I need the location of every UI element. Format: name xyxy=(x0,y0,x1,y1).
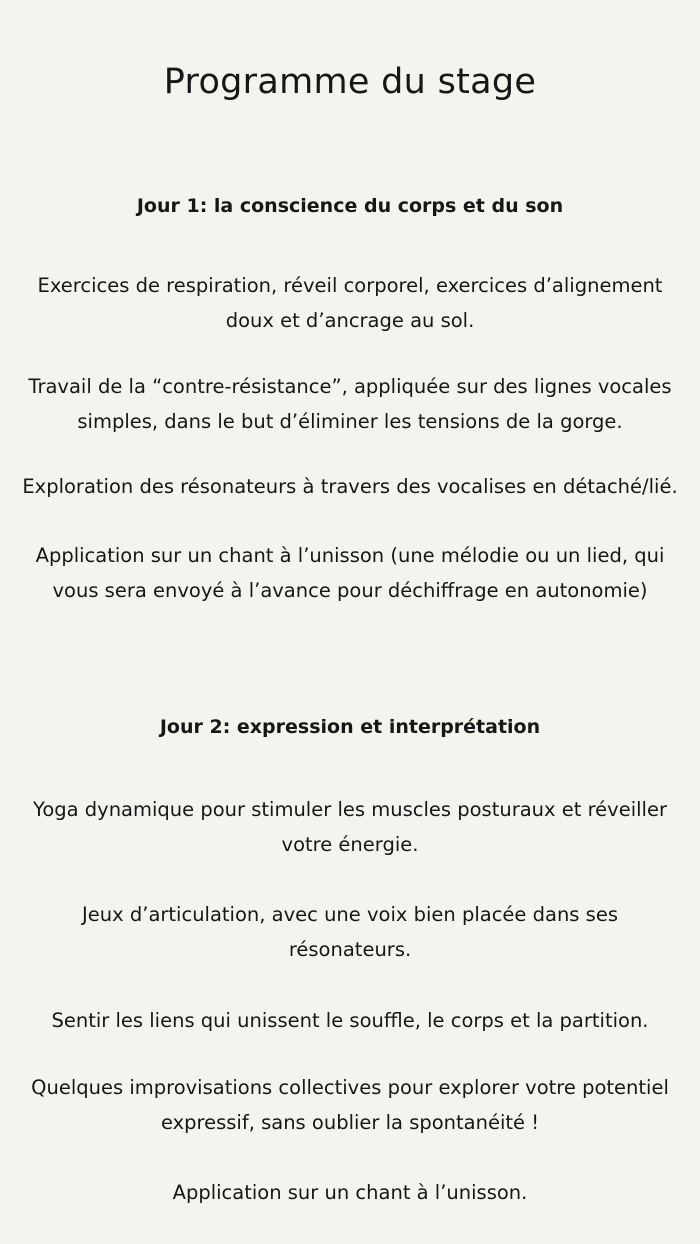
day1-paragraph-3 xyxy=(0,469,700,504)
day1-paragraph-4-line-1: Application sur un chant à l’unisson (une mélodie ou un lied, qui xyxy=(35,544,665,567)
day1-paragraph-1-line-1: Exercices de respiration, réveil corporel, exercices d’alignement xyxy=(37,274,663,297)
day2-paragraph-2-line-2: résonateurs. xyxy=(288,938,412,961)
day1-paragraph-1-line-2: doux et d’ancrage au sol. xyxy=(225,309,475,332)
day1-heading: Jour 1: la conscience du corps et du son xyxy=(136,195,564,217)
day1-paragraph-3-line-1: Exploration des résonateurs à travers des vocalises en détaché/lié. xyxy=(22,475,678,498)
day2-paragraph-1 xyxy=(0,792,700,862)
day2-paragraph-3 xyxy=(0,1003,700,1038)
day2-paragraph-2-line-1: Jeux d’articulation, avec une voix bien placée dans ses xyxy=(82,903,618,926)
day2-paragraph-4-line-1: Quelques improvisations collectives pour explorer votre potentiel xyxy=(31,1076,669,1099)
day2-paragraph-4-line-2: expressif, sans oublier la spontanéité ! xyxy=(160,1111,540,1134)
day2-paragraph-5-line-1: Application sur un chant à l’unisson. xyxy=(172,1181,528,1204)
day1-paragraph-4-line-2: vous sera envoyé à l’avance pour déchiffrage en autonomie) xyxy=(52,579,648,602)
day1-paragraph-1 xyxy=(0,268,700,338)
day2-paragraph-5 xyxy=(0,1175,700,1210)
day2-paragraph-3-line-1: Sentir les liens qui unissent le souffle, le corps et la partition. xyxy=(51,1009,649,1032)
day2-heading: Jour 2: expression et interprétation xyxy=(159,716,541,738)
day1-paragraph-4 xyxy=(0,538,700,608)
day2-paragraph-4 xyxy=(0,1070,700,1140)
day1-paragraph-2 xyxy=(0,369,700,439)
page-title: Programme du stage xyxy=(163,62,537,102)
day2-paragraph-1-line-1: Yoga dynamique pour stimuler les muscles posturaux et réveiller xyxy=(33,798,667,821)
day1-paragraph-2-line-2: simples, dans le but d’éliminer les tensions de la gorge. xyxy=(77,410,623,433)
day2-paragraph-1-line-2: votre énergie. xyxy=(281,833,419,856)
day1-paragraph-2-line-1: Travail de la “contre-résistance”, appliquée sur des lignes vocales xyxy=(28,375,672,398)
day2-paragraph-2 xyxy=(0,897,700,967)
